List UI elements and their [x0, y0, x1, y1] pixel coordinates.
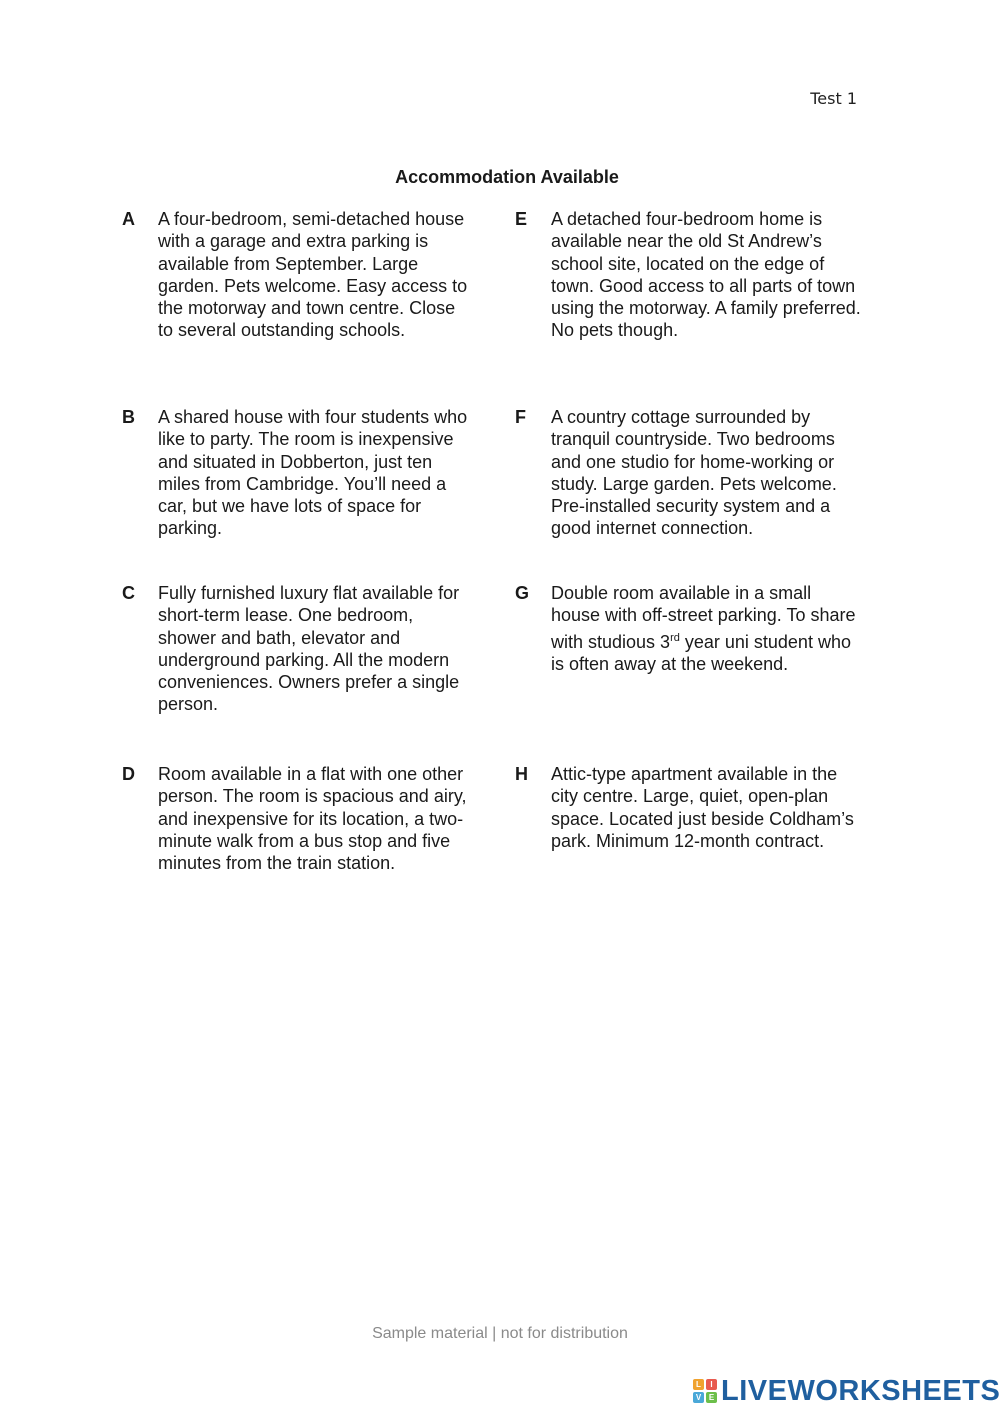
listing-letter: H: [515, 764, 528, 784]
listing-letter: D: [122, 764, 135, 784]
listing-description: [551, 582, 861, 675]
listing-description: Attic-type apartment available in the city centre. Large, quiet, open-plan space. Located just beside Coldham’s park. Minimum 12-month contract.: [551, 764, 854, 851]
listing-description: A country cottage surrounded by tranquil countryside. Two bedrooms and one studio for home-working or study. Large garden. Pets welcome. Pre-installed security system and a good internet connection.: [551, 407, 837, 539]
listing-letter: E: [515, 209, 528, 229]
listing-text-part: year uni student who is often away at the weekend.: [551, 631, 851, 674]
listing-description: A four-bedroom, semi-detached house with a garage and extra parking is available from September. Large garden. Pets welcome. Easy access to the motorway and town centre. Close to several outstanding schools.: [158, 209, 468, 341]
listing-description: A detached four-bedroom home is available near the old St Andrew’s school site, located on the edge of town. Good access to all parts of town using the motorway. A family preferred. No pets though.: [551, 209, 861, 341]
listing-description: Room available in a flat with one other person. The room is spacious and airy, and inexpensive for its location, a two-minute walk from a bus stop and five minutes from the train station.: [158, 764, 467, 874]
distribution-notice: Sample material | not for distribution: [372, 1325, 628, 1342]
listing-text-part: Double room available in a small house with off-street parking. To share with studious 3: [551, 583, 856, 652]
brand-mark-tile: L: [693, 1379, 704, 1390]
brand-mark-tile: E: [706, 1392, 717, 1403]
listing-letter: F: [515, 407, 526, 427]
brand-mark-icon: [693, 1379, 717, 1403]
listing-letter: C: [122, 583, 135, 603]
listing-letter: A: [122, 209, 135, 229]
brand-mark-tile: V: [693, 1392, 704, 1403]
brand-wordmark: LIVEWORKSHEETS: [721, 1374, 1000, 1407]
liveworksheets-logo: [693, 1376, 1000, 1406]
listing-description: Fully furnished luxury flat available for short-term lease. One bedroom, shower and bath, elevator and underground parking. All the modern conveniences. Owners prefer a single person.: [158, 583, 460, 715]
listing-description: A shared house with four students who like to party. The room is inexpensive and situated in Dobberton, just ten miles from Cambridge. You’ll need a car, but we have lots of space for parking.: [158, 407, 468, 539]
test-number-label: Test 1: [810, 89, 857, 108]
page-title: Accommodation Available: [395, 167, 619, 187]
listing-letter: G: [515, 583, 530, 603]
listing-letter: B: [122, 407, 135, 427]
brand-mark-tile: I: [706, 1379, 717, 1390]
listing-superscript: rd: [670, 631, 680, 644]
